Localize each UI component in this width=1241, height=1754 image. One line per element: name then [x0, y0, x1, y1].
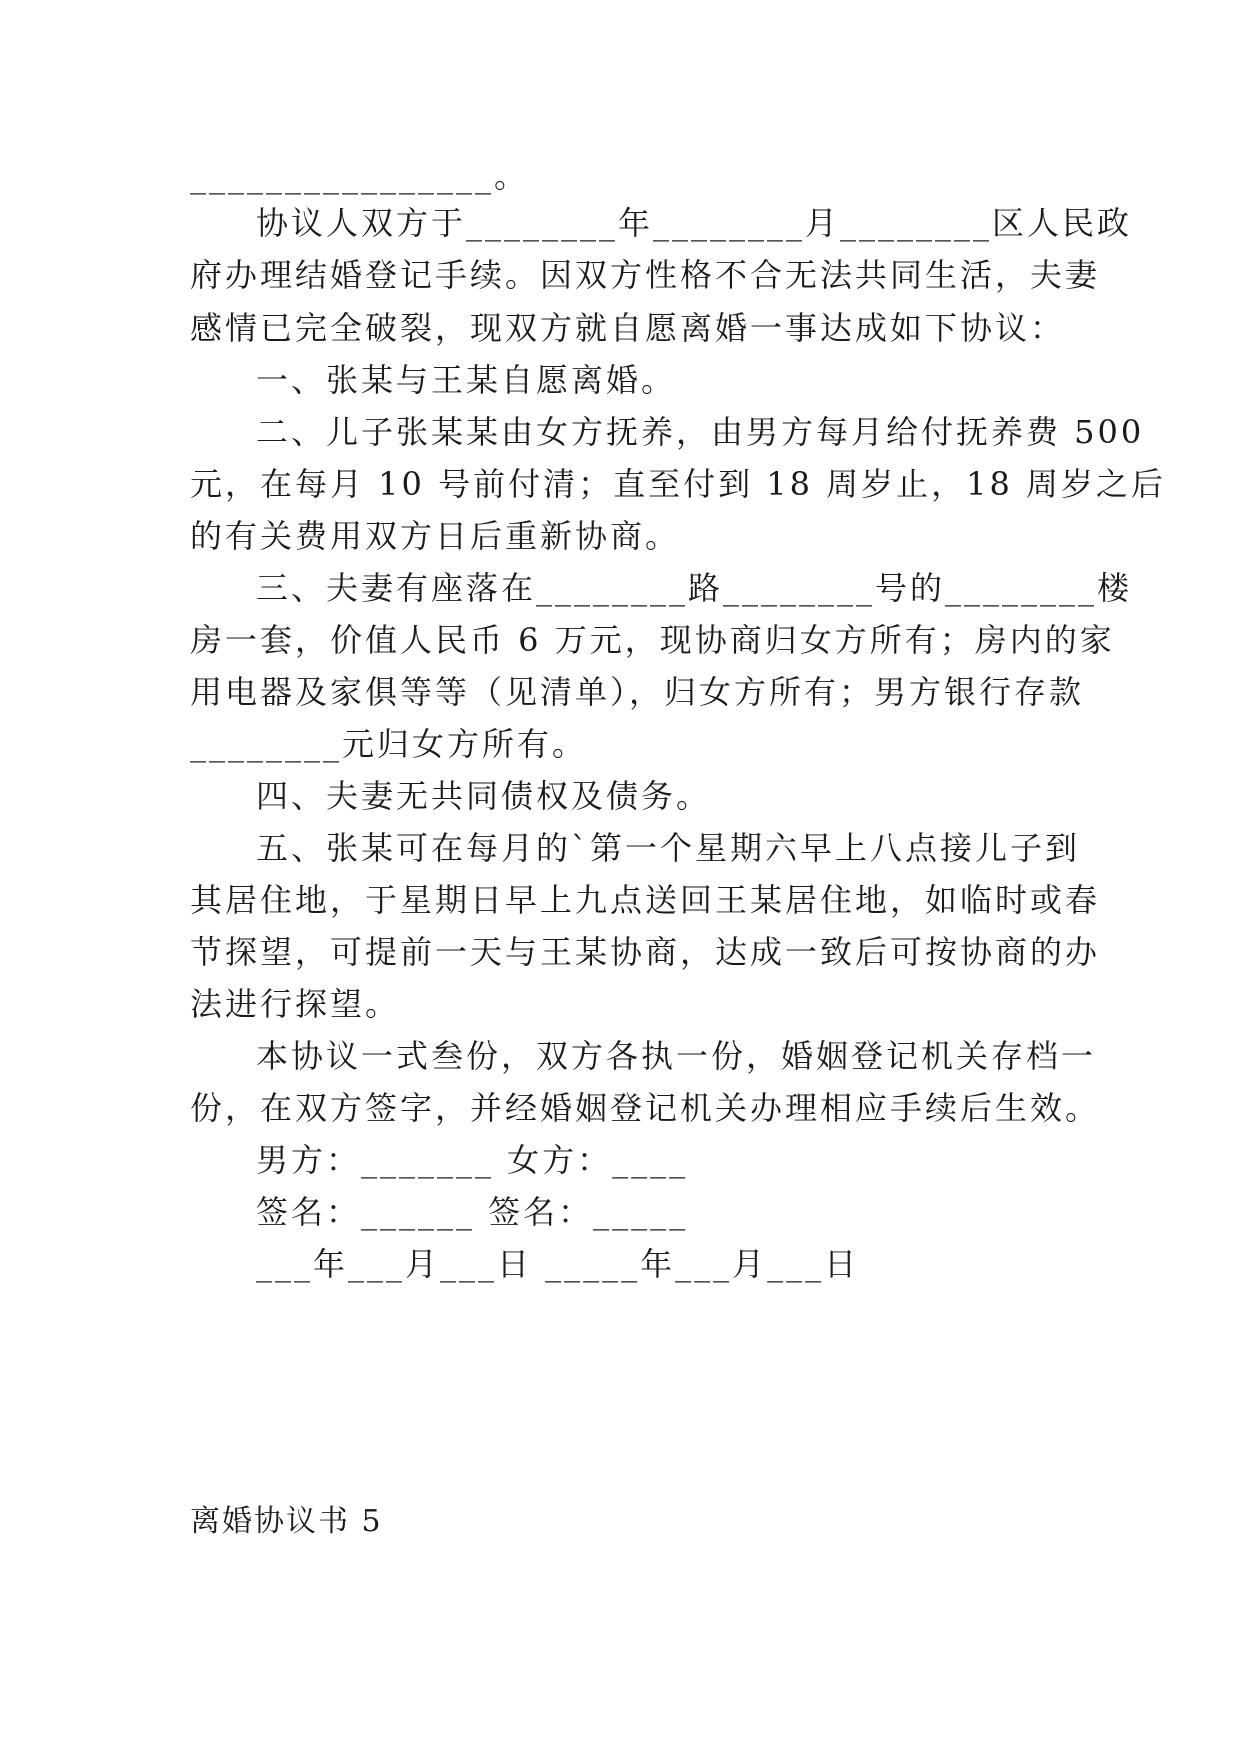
text-line-9: 三、夫妻有座落在________路________号的________楼 — [256, 569, 1133, 607]
text-line-17: 法进行探望。 — [190, 985, 401, 1023]
text-line-10: 房一套，价值人民币 6 万元，现协商归女方所有；房内的家 — [190, 621, 1115, 659]
text-line-11: 用电器及家俱等等（见清单），归女方所有；男方银行存款 — [190, 673, 1085, 711]
signature-name-line: 签名：______ 签名：_____ — [256, 1193, 689, 1231]
text-line-4: 感情已完全破裂，现双方就自愿离婚一事达成如下协议： — [190, 309, 1066, 347]
text-line-8: 的有关费用双方日后重新协商。 — [190, 517, 681, 555]
text-line-3: 府办理结婚登记手续。因双方性格不合无法共同生活，夫妻 — [190, 256, 1101, 294]
text-line-18: 本协议一式叁份，双方各执一份，婚姻登记机关存档一 — [256, 1037, 1097, 1075]
text-line-15: 其居住地，于星期日早上九点送回王某居住地，如临时或春 — [190, 881, 1101, 919]
text-line-12: ________元归女方所有。 — [190, 725, 588, 763]
text-line-1: ________________。 — [190, 157, 530, 195]
text-line-5: 一、张某与王某自愿离婚。 — [256, 361, 677, 399]
text-line-7: 元，在每月 10 号前付清；直至付到 18 周岁止，18 周岁之后 — [190, 465, 1167, 503]
signature-party-line: 男方：_______ 女方：____ — [256, 1141, 689, 1179]
text-line-6: 二、儿子张某某由女方抚养，由男方每月给付抚养费 500 — [256, 413, 1145, 451]
text-line-19: 份，在双方签字，并经婚姻登记机关办理相应手续后生效。 — [190, 1089, 1101, 1127]
document-page — [190, 0, 1167, 1754]
text-line-16: 节探望，可提前一天与王某协商，达成一致后可按协商的办 — [190, 933, 1101, 971]
section-heading: 离婚协议书 5 — [190, 1504, 383, 1539]
text-line-14: 五、张某可在每月的`第一个星期六早上八点接儿子到 — [256, 829, 1081, 867]
text-line-13: 四、夫妻无共同债权及债务。 — [256, 777, 712, 815]
text-line-2: 协议人双方于________年________月________区人民政 — [256, 204, 1133, 242]
signature-date-line: ___年___月___日 _____年___月___日 — [256, 1245, 860, 1283]
